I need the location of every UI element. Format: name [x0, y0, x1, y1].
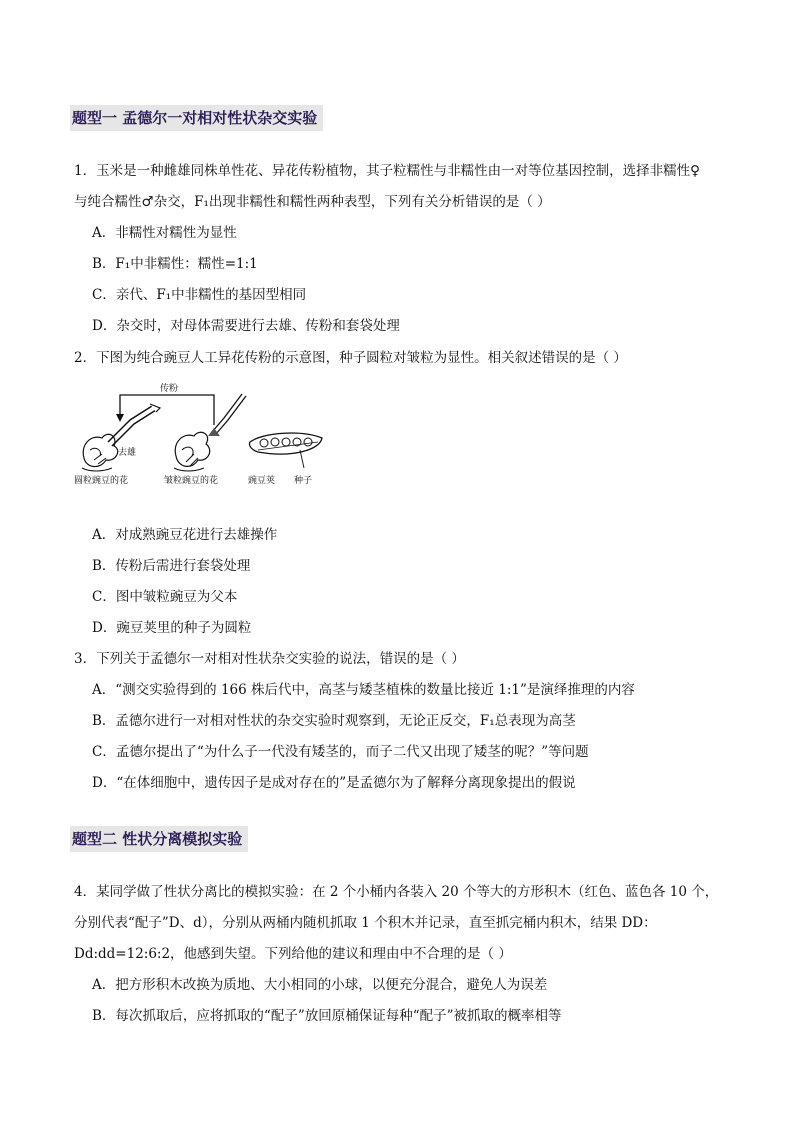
section-title-2: 题型二 性状分离模拟实验 — [70, 826, 248, 852]
label-wrinkled-flower: 皱粒豌豆的花 — [164, 476, 219, 486]
question-4-option-a: A．把方形积木改换为质地、大小相同的小球，以便充分混合，避免人为误差 — [92, 977, 548, 993]
question-1-option-b: B．F₁中非糯性：糯性=1:1 — [92, 256, 258, 272]
label-emasculation: 去雄 — [118, 448, 137, 458]
pollination-diagram-svg — [72, 380, 332, 492]
question-1-line-1: 1．玉米是一种雌雄同株单性花、异花传粉植物，其子粒糯性与非糯性由一对等位基因控制，选择非糯性♀ — [74, 163, 700, 179]
question-4-line-2: 分别代表“配子”D、d），分别从两桶内随机抓取 1 个积木并记录，直至抓完桶内积木，结果 DD： — [74, 915, 657, 931]
pollination-diagram — [72, 380, 332, 492]
section-title-1: 题型一 孟德尔一对相对性状杂交实验 — [70, 105, 323, 131]
question-1-option-c: C．亲代、F₁中非糯性的基因型相同 — [92, 287, 307, 303]
question-2-option-d: D．豌豆荚里的种子为圆粒 — [92, 620, 252, 636]
question-4-option-b: B．每次抓取后，应将抓取的“配子”放回原桶保证每种“配子”被抓取的概率相等 — [92, 1008, 562, 1024]
question-2-option-b: B．传粉后需进行套袋处理 — [92, 558, 251, 574]
question-3-option-c: C．孟德尔提出了“为什么子一代没有矮茎的，而子二代又出现了矮茎的呢？”等问题 — [92, 744, 589, 760]
seed-pointer-line — [300, 450, 304, 468]
question-2-option-a: A．对成熟豌豆花进行去雄操作 — [92, 527, 278, 543]
question-1-option-d: D．杂交时，对母体需要进行去雄、传粉和套袋处理 — [92, 318, 400, 334]
question-1-option-a: A．非糯性对糯性为显性 — [92, 225, 237, 241]
question-4-line-1: 4．某同学做了性状分离比的模拟实验：在 2 个小桶内各装入 20 个等大的方形积木（红色、蓝色各 10 个， — [74, 884, 719, 900]
label-round-flower: 圆粒豌豆的花 — [74, 476, 129, 486]
label-pollination: 传粉 — [160, 384, 179, 394]
pollination-arrow-line — [120, 395, 214, 425]
question-3-option-d: D．“在体细胞中，遗传因子是成对存在的”是孟德尔为了解释分离现象提出的假说 — [92, 775, 576, 791]
question-3-line-1: 3．下列关于孟德尔一对相对性状杂交实验的说法，错误的是（ ） — [74, 651, 465, 667]
label-pod: 豌豆荚 — [248, 476, 276, 486]
pea-pod-icon — [249, 433, 322, 454]
pollination-arrow-head — [116, 414, 124, 422]
question-3-option-a: A．“测交实验得到的 166 株后代中，高茎与矮茎植株的数量比接近 1:1”是演绎推理的内容 — [92, 682, 635, 698]
question-1-line-2: 与纯合糯性♂杂交，F₁出现非糯性和糯性两种表型，下列有关分析错误的是（ ） — [74, 194, 551, 210]
label-seed: 种子 — [294, 476, 313, 486]
question-2-option-c: C．图中皱粒豌豆为父本 — [92, 589, 238, 605]
wrinkled-pea-flower-icon — [174, 432, 210, 471]
question-4-line-3: Dd:dd=12:6:2，他感到失望。下列给他的建议和理由中不合理的是（ ） — [74, 946, 512, 962]
question-2-line-1: 2．下图为纯合豌豆人工异花传粉的示意图，种子圆粒对皱粒为显性。相关叙述错误的是（ ） — [74, 350, 627, 366]
question-3-option-b: B．孟德尔进行一对相对性状的杂交实验时观察到，无论正反交，F₁总表现为高茎 — [92, 713, 576, 729]
